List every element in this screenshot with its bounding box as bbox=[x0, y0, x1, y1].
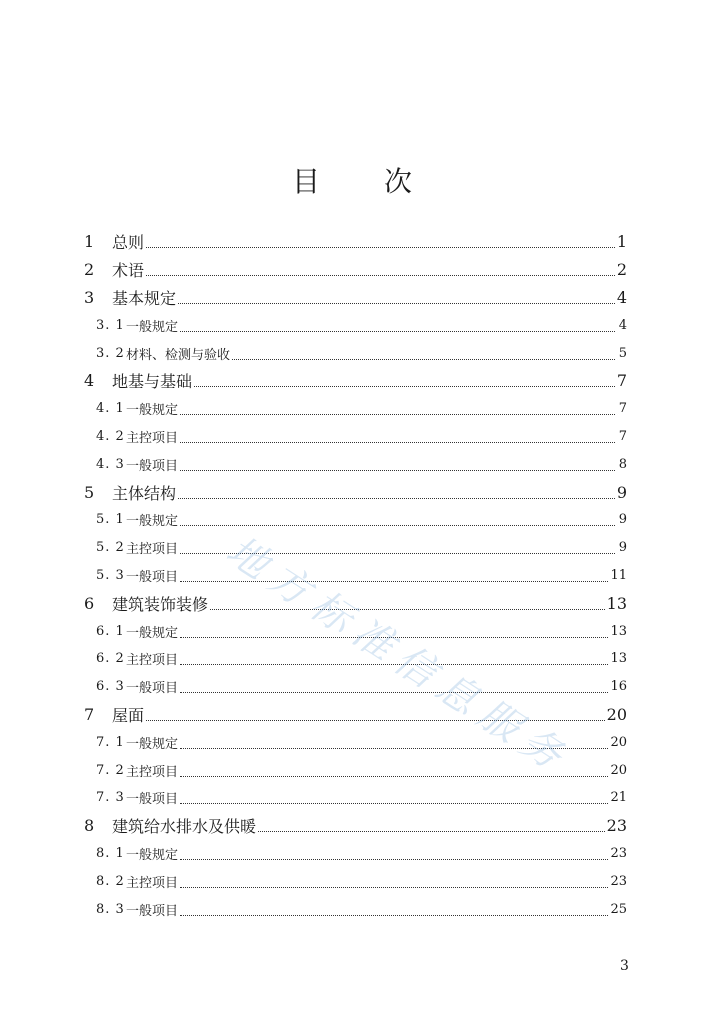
toc-entry[interactable] bbox=[84, 589, 627, 617]
toc-entry[interactable] bbox=[84, 478, 627, 506]
toc-entry-page: 7 bbox=[618, 401, 627, 417]
toc-entry[interactable] bbox=[84, 284, 627, 312]
toc-entry-number: 6. 2 bbox=[96, 651, 125, 667]
toc-entry-number: 6 bbox=[84, 593, 95, 613]
toc-leader-dots bbox=[180, 692, 608, 693]
toc-entry-number: 4. 1 bbox=[96, 401, 125, 417]
page-title bbox=[0, 160, 706, 200]
toc-leader-dots bbox=[180, 525, 615, 526]
toc-leader-dots bbox=[146, 275, 615, 276]
toc-leader-dots bbox=[180, 581, 608, 582]
toc-entry-page: 4 bbox=[616, 287, 627, 307]
toc-leader-dots bbox=[178, 303, 615, 304]
toc-entry[interactable] bbox=[84, 895, 627, 923]
toc-entry-page: 2 bbox=[616, 260, 627, 280]
toc-entry-label: 术语 bbox=[112, 261, 145, 281]
toc-leader-dots bbox=[146, 720, 605, 721]
toc-entry[interactable] bbox=[84, 534, 627, 562]
toc-entry[interactable] bbox=[84, 784, 627, 812]
toc-leader-dots bbox=[180, 470, 615, 471]
toc-entry[interactable] bbox=[84, 701, 627, 729]
toc-entry[interactable] bbox=[84, 506, 627, 534]
toc-entry-page: 13 bbox=[610, 651, 627, 667]
toc-entry-number: 3. 1 bbox=[96, 317, 125, 333]
toc-entry-number: 6. 3 bbox=[96, 679, 125, 695]
toc-entry-label: 一般项目 bbox=[126, 569, 179, 585]
toc-entry[interactable] bbox=[84, 367, 627, 395]
watermark: 地方标准信息服务 bbox=[218, 527, 579, 784]
toc-entry-label: 一般项目 bbox=[126, 458, 179, 474]
toc-entry-number: 5 bbox=[84, 482, 95, 502]
toc-entry-page: 20 bbox=[606, 704, 627, 724]
table-of-contents bbox=[84, 228, 627, 923]
toc-entry-page: 21 bbox=[610, 790, 627, 806]
toc-entry-number: 7. 3 bbox=[96, 790, 125, 806]
toc-leader-dots bbox=[180, 442, 615, 443]
toc-entry-label: 基本规定 bbox=[112, 288, 177, 308]
toc-leader-dots bbox=[180, 776, 608, 777]
toc-entry-number: 8 bbox=[84, 816, 95, 836]
toc-entry[interactable] bbox=[84, 645, 627, 673]
toc-entry-number: 2 bbox=[84, 260, 95, 280]
toc-entry-number: 7 bbox=[84, 704, 95, 724]
toc-entry-number: 5. 1 bbox=[96, 512, 125, 528]
toc-leader-dots bbox=[180, 553, 615, 554]
toc-entry-label: 一般规定 bbox=[126, 319, 179, 335]
toc-entry-label: 一般规定 bbox=[126, 514, 179, 530]
toc-leader-dots bbox=[180, 637, 608, 638]
toc-entry-label: 主控项目 bbox=[126, 653, 179, 669]
toc-leader-dots bbox=[180, 331, 615, 332]
toc-entry[interactable] bbox=[84, 395, 627, 423]
toc-entry-label: 主体结构 bbox=[112, 483, 177, 503]
toc-entry-number: 1 bbox=[84, 232, 95, 252]
toc-entry-page: 8 bbox=[618, 456, 627, 472]
toc-entry-label: 一般规定 bbox=[126, 736, 179, 752]
toc-entry-label: 一般规定 bbox=[126, 403, 179, 419]
toc-entry-page: 9 bbox=[618, 512, 627, 528]
toc-leader-dots bbox=[210, 609, 605, 610]
toc-entry-number: 8. 1 bbox=[96, 845, 125, 861]
toc-entry-label: 地基与基础 bbox=[112, 372, 193, 392]
toc-entry-page: 13 bbox=[610, 623, 627, 639]
toc-entry[interactable] bbox=[84, 450, 627, 478]
toc-leader-dots bbox=[180, 915, 608, 916]
toc-entry[interactable] bbox=[84, 812, 627, 840]
toc-entry-page: 23 bbox=[606, 816, 627, 836]
toc-leader-dots bbox=[178, 498, 615, 499]
toc-leader-dots bbox=[180, 414, 615, 415]
toc-entry-number: 7. 1 bbox=[96, 734, 125, 750]
toc-entry-page: 9 bbox=[618, 540, 627, 556]
toc-entry-label: 主控项目 bbox=[126, 542, 179, 558]
toc-entry-label: 建筑给水排水及供暖 bbox=[112, 817, 257, 837]
toc-entry[interactable] bbox=[84, 728, 627, 756]
title-char-2: 次 bbox=[384, 165, 415, 198]
toc-entry-page: 5 bbox=[618, 345, 627, 361]
toc-entry-label: 屋面 bbox=[112, 705, 145, 725]
toc-entry-page: 7 bbox=[616, 371, 627, 391]
toc-leader-dots bbox=[180, 859, 608, 860]
toc-entry-number: 3 bbox=[84, 287, 95, 307]
toc-leader-dots bbox=[180, 664, 608, 665]
toc-entry[interactable] bbox=[84, 617, 627, 645]
toc-entry[interactable] bbox=[84, 562, 627, 590]
toc-entry-page: 23 bbox=[610, 873, 627, 889]
toc-entry-number: 4. 2 bbox=[96, 428, 125, 444]
toc-entry[interactable] bbox=[84, 756, 627, 784]
toc-leader-dots bbox=[180, 803, 608, 804]
toc-entry-page: 13 bbox=[606, 593, 627, 613]
title-char-1: 目 bbox=[291, 165, 322, 198]
toc-entry-page: 25 bbox=[610, 901, 627, 917]
toc-entry-number: 3. 2 bbox=[96, 345, 125, 361]
toc-entry-number: 8. 3 bbox=[96, 901, 125, 917]
toc-entry[interactable] bbox=[84, 228, 627, 256]
toc-entry-number: 8. 2 bbox=[96, 873, 125, 889]
toc-entry-label: 一般规定 bbox=[126, 625, 179, 641]
toc-entry-label: 主控项目 bbox=[126, 430, 179, 446]
toc-entry-number: 7. 2 bbox=[96, 762, 125, 778]
toc-entry-page: 16 bbox=[610, 679, 627, 695]
toc-entry[interactable] bbox=[84, 423, 627, 451]
toc-entry-label: 一般项目 bbox=[126, 903, 179, 919]
toc-entry-page: 7 bbox=[618, 428, 627, 444]
toc-entry[interactable] bbox=[84, 673, 627, 701]
toc-leader-dots bbox=[180, 748, 608, 749]
toc-entry-label: 主控项目 bbox=[126, 875, 179, 891]
toc-entry-page: 1 bbox=[616, 232, 627, 252]
toc-entry-number: 4 bbox=[84, 371, 95, 391]
toc-entry-number: 4. 3 bbox=[96, 456, 125, 472]
page-number: 3 bbox=[620, 958, 629, 974]
toc-leader-dots bbox=[146, 247, 615, 248]
toc-entry[interactable] bbox=[84, 311, 627, 339]
toc-entry-page: 20 bbox=[610, 734, 627, 750]
toc-leader-dots bbox=[232, 359, 615, 360]
toc-entry-label: 一般项目 bbox=[126, 792, 179, 808]
toc-entry-label: 材料、检测与验收 bbox=[126, 347, 231, 363]
toc-leader-dots bbox=[258, 831, 605, 832]
toc-entry-number: 5. 2 bbox=[96, 540, 125, 556]
toc-entry-page: 11 bbox=[610, 567, 627, 583]
toc-entry-number: 5. 3 bbox=[96, 567, 125, 583]
toc-entry[interactable] bbox=[84, 867, 627, 895]
toc-entry-number: 6. 1 bbox=[96, 623, 125, 639]
toc-entry[interactable] bbox=[84, 840, 627, 868]
toc-entry[interactable] bbox=[84, 256, 627, 284]
toc-entry-page: 4 bbox=[618, 317, 627, 333]
toc-entry[interactable] bbox=[84, 339, 627, 367]
toc-entry-label: 一般规定 bbox=[126, 847, 179, 863]
toc-entry-label: 建筑装饰装修 bbox=[112, 594, 209, 614]
toc-leader-dots bbox=[180, 887, 608, 888]
toc-entry-page: 9 bbox=[616, 482, 627, 502]
toc-entry-page: 20 bbox=[610, 762, 627, 778]
toc-entry-page: 23 bbox=[610, 845, 627, 861]
toc-entry-label: 总则 bbox=[112, 233, 145, 253]
toc-entry-label: 主控项目 bbox=[126, 764, 179, 780]
toc-leader-dots bbox=[194, 386, 615, 387]
toc-entry-label: 一般项目 bbox=[126, 681, 179, 697]
